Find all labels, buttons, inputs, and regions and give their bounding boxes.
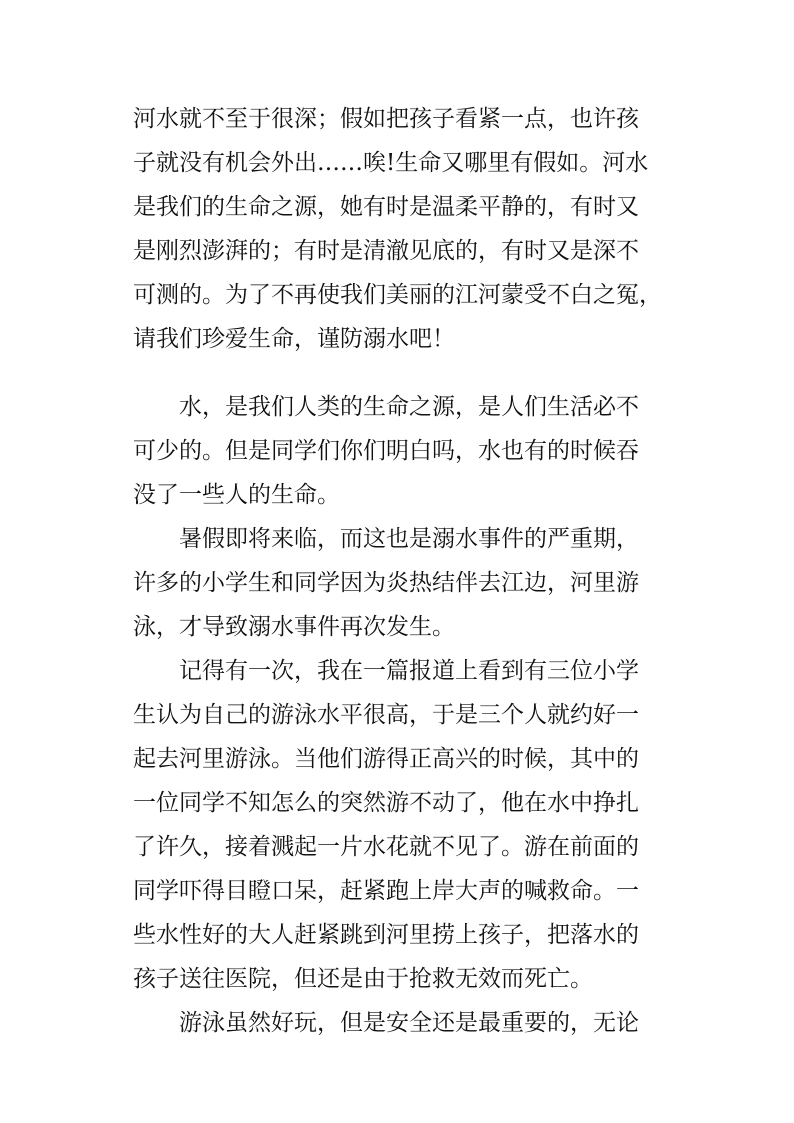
text-line: 孩子送往医院，但还是由于抢救无效而死亡。: [133, 966, 593, 992]
text-line: 没了一些人的生命。: [133, 482, 340, 508]
text-line: 记得有一次，我在一篇报道上看到有三位小学: [133, 658, 639, 684]
text-line: 许多的小学生和同学因为炎热结伴去江边，河里游: [133, 570, 639, 596]
text-line: 子就没有机会外出……唉!生命又哪里有假如。河水: [133, 150, 649, 176]
text-line: 起去河里游泳。当他们游得正高兴的时候，其中的: [133, 746, 639, 772]
text-line: 可少的。但是同学们你们明白吗，水也有的时候吞: [133, 438, 639, 464]
text-line: 些水性好的大人赶紧跳到河里捞上孩子，把落水的: [133, 922, 639, 948]
text-line: 了许久，接着溅起一片水花就不见了。游在前面的: [133, 834, 639, 860]
text-line: 暑假即将来临，而这也是溺水事件的严重期，: [133, 526, 639, 552]
text-line: 游泳虽然好玩，但是安全还是最重要的，无论: [133, 1010, 639, 1036]
text-line: 请我们珍爱生命，谨防溺水吧！: [133, 326, 455, 352]
text-line: 生认为自己的游泳水平很高，于是三个人就约好一: [133, 702, 639, 728]
text-line: 同学吓得目瞪口呆，赶紧跑上岸大声的喊救命。一: [133, 878, 639, 904]
text-line: 河水就不至于很深；假如把孩子看紧一点，也许孩: [133, 106, 639, 132]
text-line: 是我们的生命之源，她有时是温柔平静的，有时又: [133, 194, 639, 220]
text-line: 是刚烈澎湃的；有时是清澈见底的，有时又是深不: [133, 238, 639, 264]
text-line: 可测的。为了不再使我们美丽的江河蒙受不白之冤，: [133, 282, 662, 308]
text-line: 水，是我们人类的生命之源，是人们生活必不: [133, 394, 639, 420]
text-line: 泳，才导致溺水事件再次发生。: [133, 614, 455, 640]
text-line: 一位同学不知怎么的突然游不动了，他在水中挣扎: [133, 790, 639, 816]
